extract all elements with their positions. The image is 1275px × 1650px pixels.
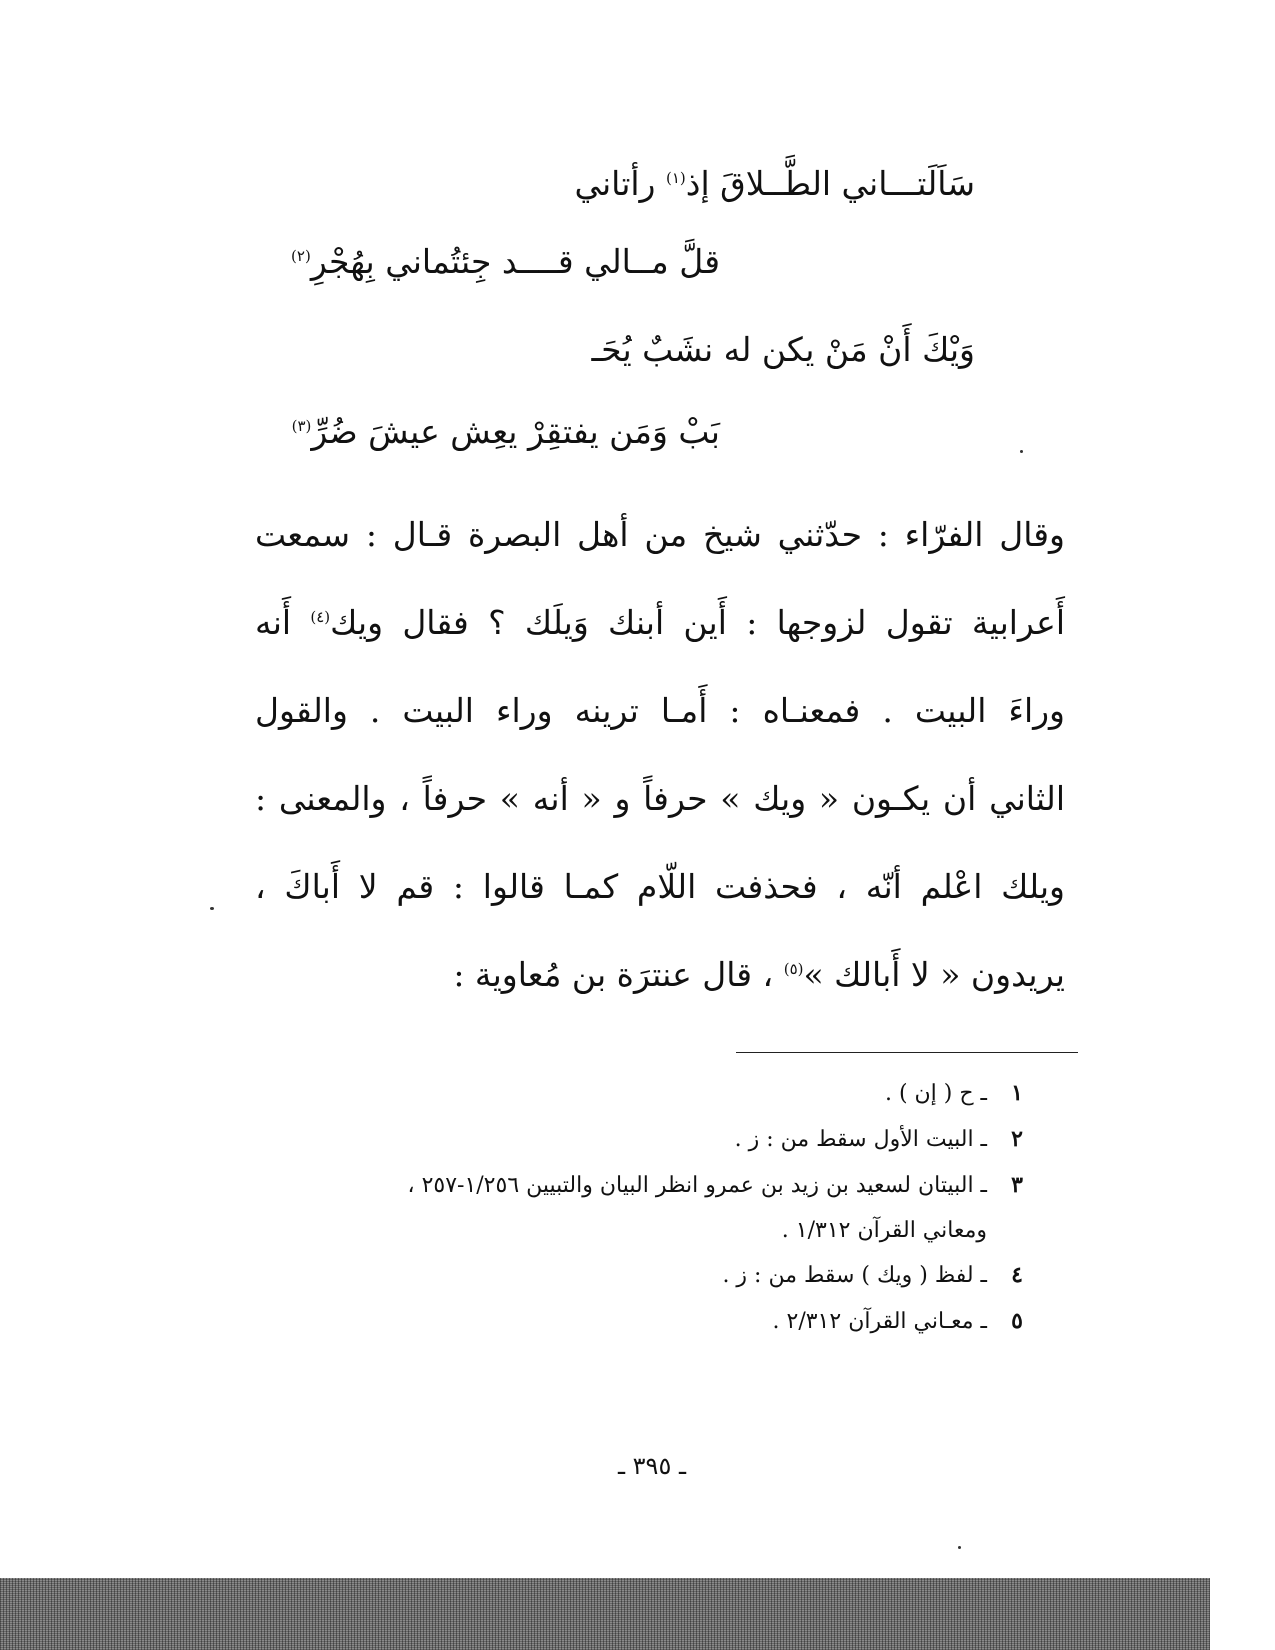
poem-line-2	[291, 242, 720, 281]
prose-line-3: وراءَ البيت . فمعنـاه : أَمـا ترينه وراء البيت . والقول	[255, 691, 1065, 730]
prose-line-4: الثاني أن يكـون « ويك » حرفاً و « أنه » حرفاً ، والمعنى :	[255, 779, 1065, 818]
footnote-1	[250, 1080, 1023, 1126]
footnote-number: ١	[1011, 1080, 1023, 1106]
scan-speck	[958, 1546, 961, 1549]
footnote-number: ٢	[1011, 1126, 1023, 1152]
footnote-number: ٥	[1011, 1308, 1023, 1334]
poem-text: وَيْكَ أَنْ مَنْ يكن له نشَبٌ يُحَـ	[591, 330, 975, 369]
footnote-4	[250, 1262, 1023, 1308]
footnote-3-continuation: ومعاني القرآن ١/٣١٢ .	[781, 1218, 987, 1243]
footnote-2	[250, 1126, 1023, 1172]
footnote-ref-3: (٣)	[291, 417, 312, 435]
footnote-text: ـ البيت الأول سقط من : ز .	[734, 1127, 987, 1152]
prose-line-1: وقال الفرّاء : حدّثني شيخ من أهل البصرة قـال : سمعت	[255, 515, 1065, 554]
footnote-divider	[736, 1052, 1078, 1053]
footnote-5	[250, 1308, 1023, 1354]
prose-paragraph	[255, 515, 1065, 1046]
footnote-text: ـ البيتان لسعيد بن زيد بن عمرو انظر البيان والتبيين ١/٢٥٦-٢٥٧ ،	[407, 1173, 987, 1198]
prose-text: أَنه	[255, 603, 311, 642]
footnote-ref-2: (٢)	[291, 247, 311, 265]
footnote-3	[250, 1172, 1023, 1218]
prose-text: ، قال عنترَة بن مُعاوية :	[453, 955, 784, 994]
footnote-text: ـ لفظ ( ويك ) سقط من : ز .	[722, 1263, 987, 1288]
footnote-number: ٣	[1011, 1172, 1023, 1198]
footnote-ref-1: (١)	[665, 169, 686, 187]
prose-line-2	[255, 603, 1065, 694]
poem-text: بَبْ وَمَن يفتقِرْ يعِش عيشَ ضُرِّ	[311, 412, 720, 451]
prose-text: يريدون « لا أَبالك »	[803, 955, 1065, 994]
prose-line-5: ويلك اعْلم أنّه ، فحذفت اللّام كمـا قالوا : قم لا أَباكَ ،	[255, 867, 1065, 906]
poem-line-4	[291, 412, 720, 451]
page-number: ـ ٣٩٥ ـ	[617, 1452, 686, 1480]
poem-text: سَاَلَتـــاني الطَّــلاقَ إذ	[685, 164, 975, 203]
footnote-ref-5: (٥)	[783, 960, 804, 978]
poem-line-1	[574, 164, 975, 203]
scan-speck	[1020, 450, 1023, 453]
footnote-number: ٤	[1011, 1262, 1023, 1288]
footnote-text: ـ معـاني القرآن ٢/٣١٢ .	[772, 1309, 987, 1334]
footnotes	[250, 1080, 1023, 1354]
footnote-ref-4: (٤)	[310, 608, 331, 626]
poem-line-3	[591, 330, 975, 369]
prose-line-6	[255, 955, 1065, 1046]
poem-text: قلَّ مــالي قــــد جِئتُماني بِهُجْرِ	[310, 242, 720, 281]
prose-text: أَعرابية تقول لزوجها : أَين أبنك وَيلَك ؟ فقال ويك	[330, 603, 1065, 642]
scan-edge-strip	[0, 1578, 1210, 1650]
poem-text: رأتاني	[574, 164, 666, 203]
scan-speck	[210, 907, 214, 910]
footnote-text: ـ ح ( إن ) .	[884, 1081, 987, 1106]
